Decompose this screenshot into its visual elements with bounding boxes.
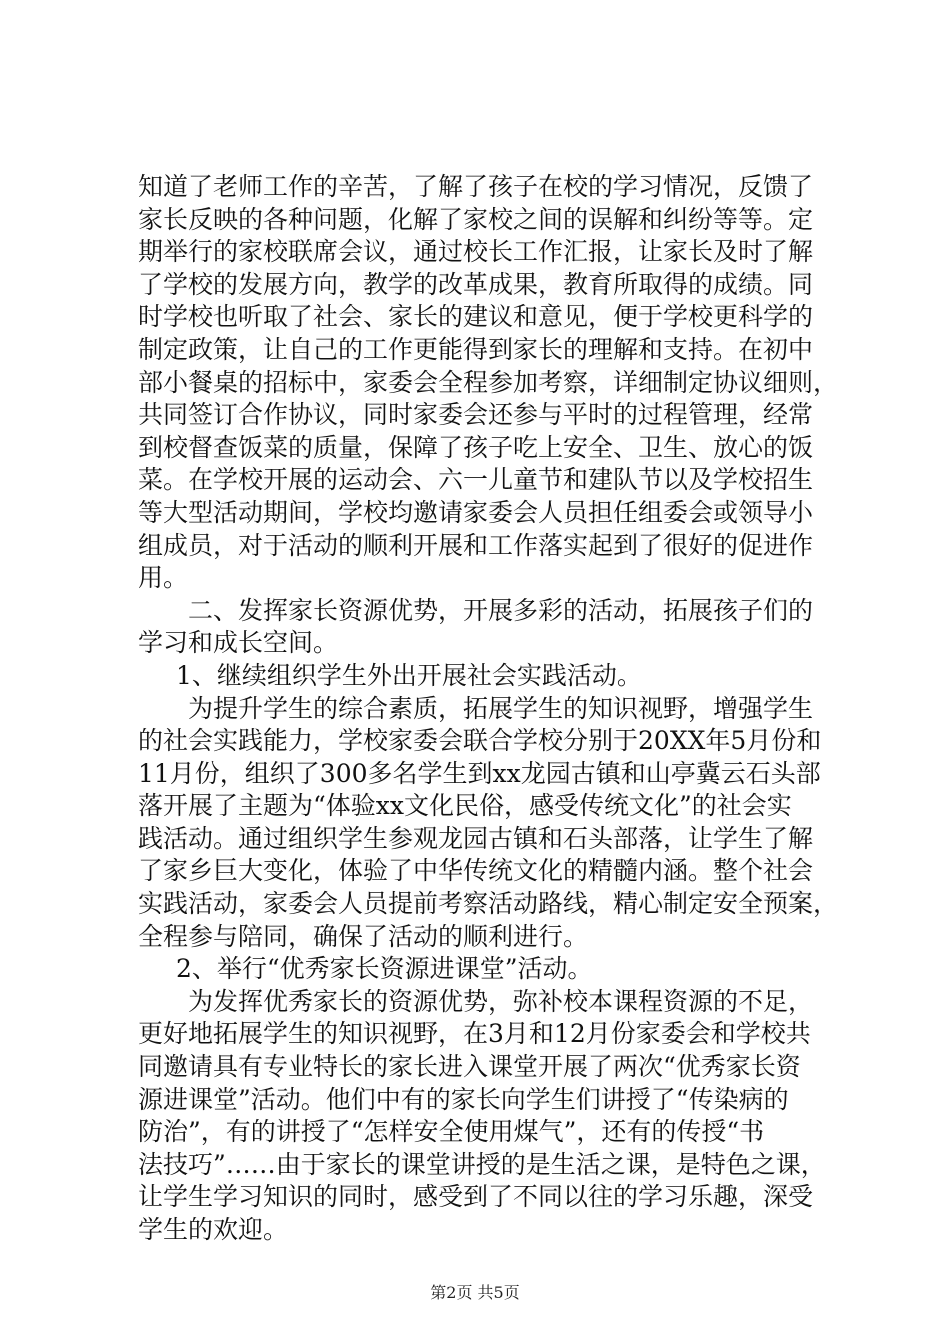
text-line: 防治”，有的讲授了“怎样安全使用煤气”，还有的传授“书 bbox=[138, 1117, 765, 1147]
text-line: 11月份，组织了300多名学生到xx龙园古镇和山亭冀云石头部 bbox=[138, 758, 821, 788]
text-line: 了家乡巨大变化，体验了中华传统文化的精髓内涵。整个社会 bbox=[138, 856, 814, 886]
text-line: 家长反映的各种问题，化解了家校之间的误解和纠纷等等。定 bbox=[138, 204, 814, 234]
text-line: 等大型活动期间，学校均邀请家委会人员担任组委会或领导小 bbox=[138, 497, 814, 527]
text-line: 知道了老师工作的辛苦，了解了孩子在校的学习情况，反馈了 bbox=[138, 172, 814, 201]
text-line: 法技巧”……由于家长的课堂讲授的是生活之课，是特色之课， bbox=[138, 1149, 826, 1179]
text-line: 时学校也听取了社会、家长的建议和意见，便于学校更科学的 bbox=[138, 302, 814, 332]
text-line: 制定政策，让自己的工作更能得到家长的理解和支持。在初中 bbox=[138, 334, 814, 364]
text-line: 用。 bbox=[138, 563, 189, 593]
text-line: 期举行的家校联席会议，通过校长工作汇报，让家长及时了解 bbox=[138, 237, 814, 267]
text-line: 了学校的发展方向，教学的改革成果，教育所取得的成绩。同 bbox=[138, 269, 814, 299]
text-line: 2、举行“优秀家长资源进课堂”活动。 bbox=[176, 954, 593, 984]
text-line: 践活动。通过组织学生参观龙园古镇和石头部落，让学生了解 bbox=[138, 823, 814, 853]
text-line: 学习和成长空间。 bbox=[138, 628, 339, 658]
text-line: 二、发挥家长资源优势，开展多彩的活动，拓展孩子们的 bbox=[188, 595, 814, 625]
text-line: 为发挥优秀家长的资源优势，弥补校本课程资源的不足， bbox=[188, 986, 814, 1016]
text-line: 让学生学习知识的同时，感受到了不同以往的学习乐趣，深受 bbox=[138, 1182, 814, 1212]
text-line: 实践活动，家委会人员提前考察活动路线，精心制定安全预案， bbox=[138, 889, 839, 919]
text-line: 落开展了主题为“体验xx文化民俗，感受传统文化”的社会实 bbox=[138, 791, 792, 821]
text-line: 1、继续组织学生外出开展社会实践活动。 bbox=[176, 660, 642, 690]
text-line: 源进课堂”活动。他们中有的家长向学生们讲授了“传染病的 bbox=[138, 1084, 789, 1114]
text-line: 组成员，对于活动的顺利开展和工作落实起到了很好的促进作 bbox=[138, 530, 814, 560]
page-number-footer: 第2页 共5页 bbox=[430, 1283, 520, 1302]
text-line: 同邀请具有专业特长的家长进入课堂开展了两次“优秀家长资 bbox=[138, 1052, 801, 1082]
text-line: 学生的欢迎。 bbox=[138, 1215, 289, 1244]
text-line: 的社会实践能力，学校家委会联合学校分别于20XX年5月份和 bbox=[138, 726, 822, 756]
text-line: 菜。在学校开展的运动会、六一儿童节和建队节以及学校招生 bbox=[138, 465, 814, 495]
text-line: 到校督查饭菜的质量，保障了孩子吃上安全、卫生、放心的饭 bbox=[138, 432, 814, 462]
document-body bbox=[138, 171, 838, 1247]
text-line: 共同签订合作协议，同时家委会还参与平时的过程管理，经常 bbox=[138, 400, 814, 430]
text-line: 部小餐桌的招标中，家委会全程参加考察，详细制定协议细则， bbox=[138, 367, 839, 397]
text-line: 更好地拓展学生的知识视野，在3月和12月份家委会和学校共 bbox=[138, 1019, 811, 1049]
text-line: 为提升学生的综合素质，拓展学生的知识视野，增强学生 bbox=[188, 693, 814, 723]
text-line: 全程参与陪同，确保了活动的顺利进行。 bbox=[138, 921, 589, 951]
